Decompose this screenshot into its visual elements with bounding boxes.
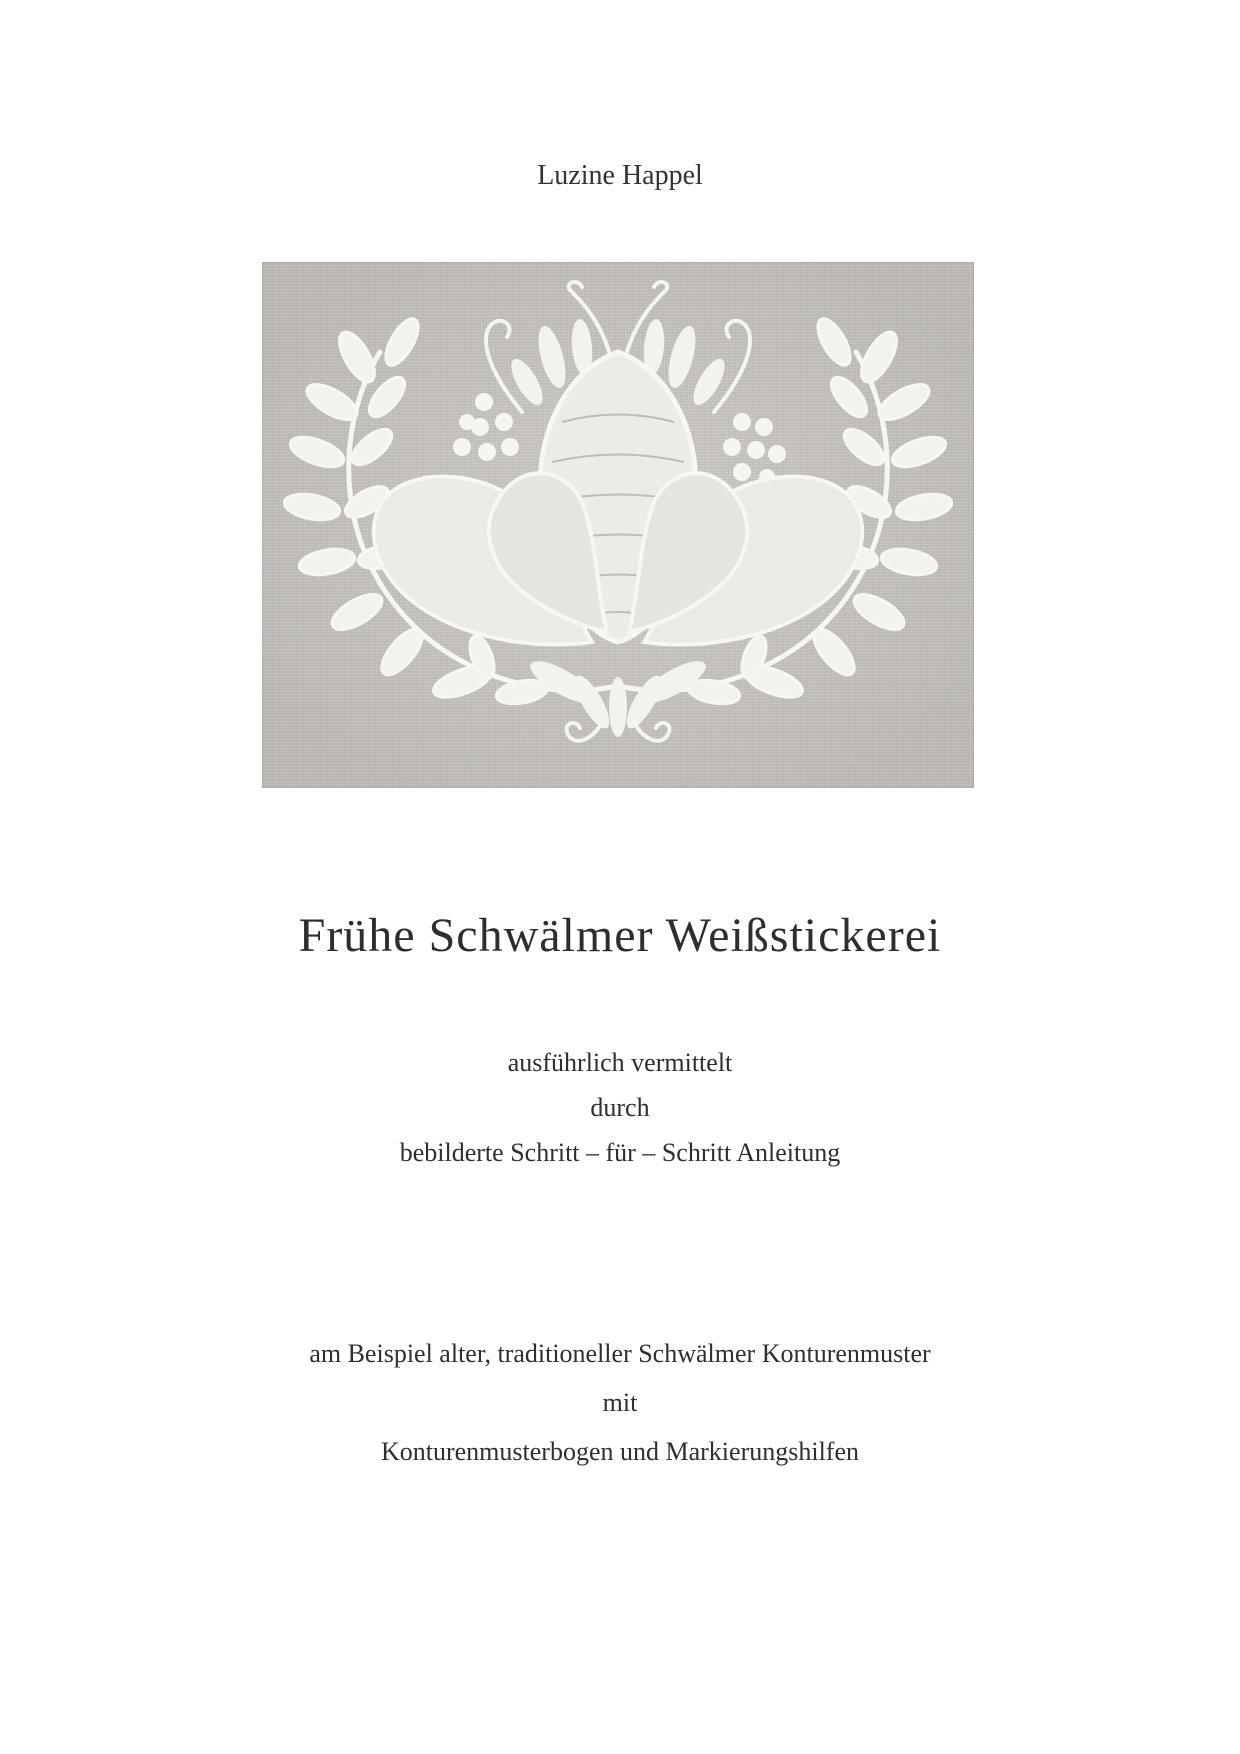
subtitle-line-1: ausführlich vermittelt [507,1048,733,1077]
subtitle-line-3: bebilderte Schritt – für – Schritt Anleitung [399,1138,841,1167]
description-line-2: mit [602,1388,638,1417]
embroidery-photo [262,262,974,788]
subtitle-line-2: durch [590,1093,650,1122]
description-line-1: am Beispiel alter, traditioneller Schwälmer Konturenmuster [309,1339,931,1368]
book-title: Frühe Schwälmer Weißstickerei [298,909,942,962]
description-line-3: Konturenmusterbogen und Markierungshilfen [380,1437,859,1466]
embroidery-illustration [262,262,974,788]
author-name: Luzine Happel [537,160,703,191]
